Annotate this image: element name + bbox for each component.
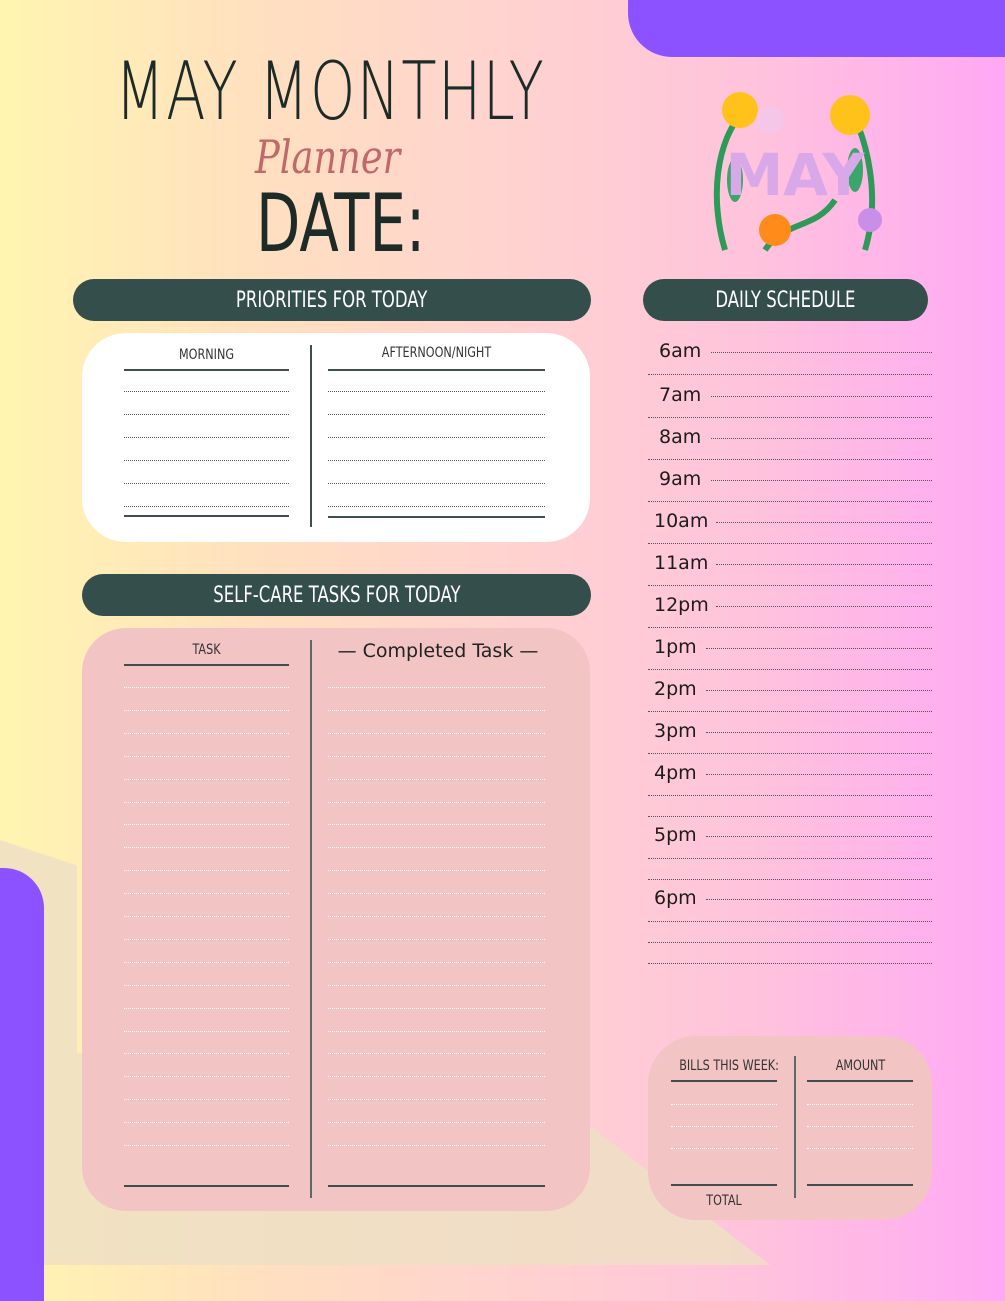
task-line[interactable] [124, 939, 289, 940]
afternoon-header: AFTERNOON/NIGHT [381, 345, 492, 361]
completed-line[interactable] [328, 962, 545, 963]
schedule-time-12pm: 12pm [654, 594, 709, 616]
may-flower-illustration [705, 80, 885, 255]
bill-line[interactable] [671, 1126, 777, 1127]
completed-line[interactable] [328, 985, 545, 986]
task-line[interactable] [124, 1076, 289, 1077]
schedule-line[interactable] [711, 352, 932, 353]
task-line[interactable] [124, 985, 289, 986]
illustration-text: MAY [725, 141, 865, 209]
schedule-line[interactable] [648, 942, 932, 943]
completed-line[interactable] [328, 733, 545, 734]
schedule-line[interactable] [706, 690, 932, 691]
schedule-time-9am: 9am [659, 468, 702, 490]
completed-line[interactable] [328, 1031, 545, 1032]
column-divider [794, 1056, 796, 1198]
schedule-line[interactable] [648, 543, 932, 544]
column-divider [310, 345, 312, 527]
afternoon-line[interactable] [328, 460, 545, 461]
completed-line[interactable] [328, 893, 545, 894]
task-line[interactable] [124, 847, 289, 848]
task-line[interactable] [124, 802, 289, 803]
morning-line[interactable] [124, 515, 289, 517]
schedule-line[interactable] [706, 899, 932, 900]
daily-schedule-header: DAILY SCHEDULE [643, 279, 928, 321]
page-subtitle: Planner [255, 130, 401, 184]
bills-header: BILLS THIS WEEK: [679, 1058, 779, 1074]
morning-line[interactable] [124, 369, 289, 371]
completed-line[interactable] [328, 1053, 545, 1054]
afternoon-line[interactable] [328, 437, 545, 438]
afternoon-line[interactable] [328, 369, 545, 371]
amount-header: AMOUNT [835, 1058, 886, 1074]
schedule-line[interactable] [706, 774, 932, 775]
schedule-time-6am: 6am [659, 340, 702, 362]
task-line[interactable] [124, 664, 289, 666]
schedule-time-5pm: 5pm [654, 824, 697, 846]
task-line[interactable] [124, 779, 289, 780]
task-line[interactable] [124, 710, 289, 711]
schedule-line[interactable] [648, 711, 932, 712]
schedule-line[interactable] [648, 585, 932, 586]
afternoon-line[interactable] [328, 483, 545, 484]
completed-line[interactable] [328, 847, 545, 848]
self-care-header: SELF-CARE TASKS FOR TODAY [82, 574, 591, 616]
bill-line[interactable] [671, 1104, 777, 1105]
schedule-line[interactable] [648, 816, 932, 817]
schedule-line[interactable] [711, 396, 932, 397]
task-line[interactable] [124, 733, 289, 734]
schedule-time-4pm: 4pm [654, 762, 697, 784]
schedule-line[interactable] [648, 669, 932, 670]
task-line[interactable] [124, 870, 289, 871]
completed-line[interactable] [328, 939, 545, 940]
afternoon-line[interactable] [328, 414, 545, 415]
task-line[interactable] [124, 1145, 289, 1146]
total-line[interactable] [671, 1184, 777, 1186]
task-line[interactable] [124, 824, 289, 825]
completed-line[interactable] [328, 916, 545, 917]
completed-line[interactable] [328, 802, 545, 803]
task-line[interactable] [124, 1053, 289, 1054]
morning-line[interactable] [124, 437, 289, 438]
bill-line[interactable] [671, 1148, 777, 1149]
schedule-line[interactable] [648, 627, 932, 628]
morning-line[interactable] [124, 460, 289, 461]
page-title: MAY MONTHLY [115, 45, 546, 138]
task-line[interactable] [124, 916, 289, 917]
date-label: DATE: [256, 177, 426, 270]
schedule-time-8am: 8am [659, 426, 702, 448]
schedule-line[interactable] [648, 753, 932, 754]
completed-line[interactable] [328, 756, 545, 757]
completed-line[interactable] [328, 824, 545, 825]
schedule-time-3pm: 3pm [654, 720, 697, 742]
amount-line[interactable] [807, 1104, 913, 1105]
schedule-time-11am: 11am [654, 552, 709, 574]
total-label: TOTAL [706, 1193, 742, 1209]
schedule-line[interactable] [706, 836, 932, 837]
afternoon-line[interactable] [328, 516, 545, 518]
completed-line[interactable] [328, 687, 545, 688]
priorities-header: PRIORITIES FOR TODAY [73, 279, 591, 321]
task-line[interactable] [124, 1185, 289, 1187]
decor-purple-left [0, 868, 44, 1301]
schedule-line[interactable] [648, 795, 932, 796]
schedule-time-2pm: 2pm [654, 678, 697, 700]
completed-task-header: — Completed Task — [337, 640, 539, 662]
decor-purple-top [628, 0, 1005, 57]
task-line[interactable] [124, 687, 289, 688]
completed-line[interactable] [328, 710, 545, 711]
completed-line[interactable] [328, 779, 545, 780]
amount-line[interactable] [807, 1148, 913, 1149]
morning-header: MORNING [179, 347, 234, 363]
schedule-line[interactable] [648, 374, 932, 375]
completed-line[interactable] [328, 1185, 545, 1187]
schedule-line[interactable] [648, 858, 932, 859]
morning-line[interactable] [124, 391, 289, 392]
amount-line[interactable] [807, 1080, 913, 1082]
afternoon-line[interactable] [328, 391, 545, 392]
schedule-line[interactable] [716, 606, 932, 607]
schedule-line[interactable] [711, 480, 932, 481]
schedule-line[interactable] [716, 564, 932, 565]
task-line[interactable] [124, 962, 289, 963]
priorities-card [82, 333, 590, 542]
schedule-line[interactable] [648, 879, 932, 880]
morning-line[interactable] [124, 414, 289, 415]
self-care-card [82, 628, 590, 1211]
morning-line[interactable] [124, 506, 289, 507]
task-header: TASK [192, 642, 221, 658]
column-divider [310, 640, 312, 1198]
task-line[interactable] [124, 756, 289, 757]
morning-line[interactable] [124, 483, 289, 484]
schedule-time-6pm: 6pm [654, 887, 697, 909]
schedule-line[interactable] [711, 438, 932, 439]
schedule-time-1pm: 1pm [654, 636, 697, 658]
completed-line[interactable] [328, 870, 545, 871]
bills-card [648, 1036, 932, 1220]
completed-line[interactable] [328, 1099, 545, 1100]
total-amount-line[interactable] [807, 1184, 913, 1186]
task-line[interactable] [124, 1031, 289, 1032]
schedule-line[interactable] [648, 417, 932, 418]
task-line[interactable] [124, 1099, 289, 1100]
schedule-line[interactable] [648, 921, 932, 922]
completed-line[interactable] [328, 1122, 545, 1123]
completed-line[interactable] [328, 1008, 545, 1009]
schedule-line[interactable] [648, 459, 932, 460]
task-line[interactable] [124, 893, 289, 894]
schedule-line[interactable] [706, 732, 932, 733]
amount-line[interactable] [807, 1126, 913, 1127]
schedule-time-10am: 10am [654, 510, 709, 532]
completed-line[interactable] [328, 1076, 545, 1077]
schedule-line[interactable] [648, 963, 932, 964]
task-line[interactable] [124, 1122, 289, 1123]
schedule-line[interactable] [648, 501, 932, 502]
bill-line[interactable] [671, 1080, 777, 1082]
task-line[interactable] [124, 1008, 289, 1009]
afternoon-line[interactable] [328, 506, 545, 507]
schedule-line[interactable] [716, 522, 932, 523]
schedule-line[interactable] [706, 648, 932, 649]
schedule-time-7am: 7am [659, 384, 702, 406]
completed-line[interactable] [328, 1145, 545, 1146]
